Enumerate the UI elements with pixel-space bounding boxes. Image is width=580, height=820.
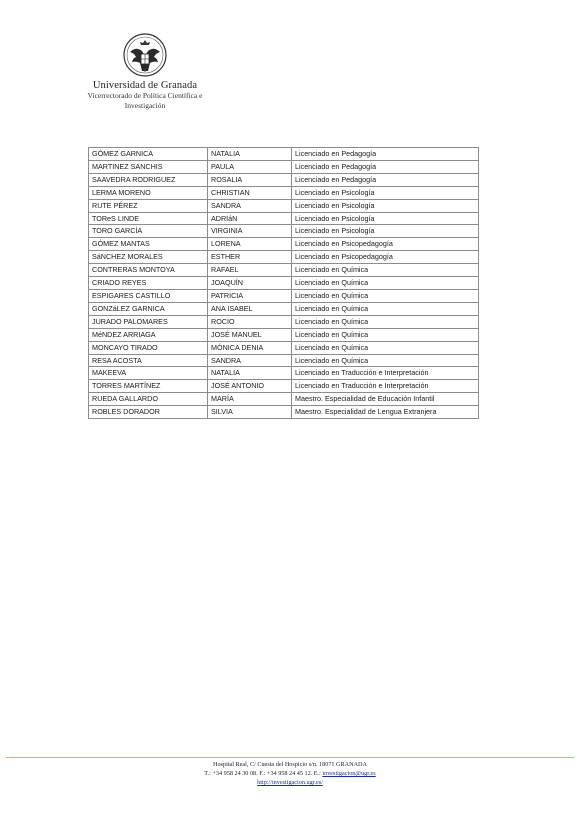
table-row	[89, 289, 479, 302]
degree-cell: Licenciado en Traducción e Interpretación	[292, 367, 479, 380]
given-name-cell: JOAQUÍN	[208, 277, 292, 290]
degree-cell: Licenciado en Psicología	[292, 186, 479, 199]
table-row	[89, 393, 479, 406]
surname-cell: TORRES MARTÍNEZ	[89, 380, 208, 393]
given-name-cell: ESTHER	[208, 251, 292, 264]
table-row	[89, 173, 479, 186]
surname-cell: MéNDEZ ARRIAGA	[89, 328, 208, 341]
table-row	[89, 148, 479, 161]
vicerrectorado-name	[65, 91, 225, 111]
footer	[60, 760, 520, 787]
given-name-cell: SILVIA	[208, 406, 292, 419]
given-name-cell: PAULA	[208, 160, 292, 173]
degree-cell: Licenciado en Química	[292, 328, 479, 341]
footer-email-link[interactable]: investigacion@ugr.es	[322, 770, 376, 777]
footer-contact	[60, 769, 520, 778]
degree-cell: Licenciado en Psicopedagogía	[292, 238, 479, 251]
surname-cell: TOReS LINDE	[89, 212, 208, 225]
surname-cell: MAKEEVA	[89, 367, 208, 380]
surname-cell: CONTRERAS MONTOYA	[89, 264, 208, 277]
table-row	[89, 302, 479, 315]
vicerrectorado-line-1: Vicerrectorado de Política Científica e	[87, 91, 203, 100]
given-name-cell: NATALIA	[208, 367, 292, 380]
given-name-cell: JOSÉ MANUEL	[208, 328, 292, 341]
footer-phone-fax: T.: +34 958 24 30 08. F.: +34 958 24 45 12. E.:	[204, 770, 323, 777]
surname-cell: ROBLES DORADOR	[89, 406, 208, 419]
surname-cell: GÓMEZ MANTAS	[89, 238, 208, 251]
degree-cell: Licenciado en Química	[292, 302, 479, 315]
university-name: Universidad de Granada	[92, 80, 198, 91]
given-name-cell: MÓNICA DENIA	[208, 341, 292, 354]
degree-cell: Licenciado en Química	[292, 341, 479, 354]
given-name-cell: VIRGINIA	[208, 225, 292, 238]
table-row	[89, 406, 479, 419]
table-row	[89, 238, 479, 251]
surname-cell: ESPIGARES CASTILLO	[89, 289, 208, 302]
surname-cell: JURADO PALOMARES	[89, 315, 208, 328]
surname-cell: MARTINEZ SANCHIS	[89, 160, 208, 173]
vicerrectorado-line-2: Investigación	[124, 101, 166, 110]
surname-cell: MONCAYO TIRADO	[89, 341, 208, 354]
given-name-cell: ADRIáN	[208, 212, 292, 225]
given-name-cell: LORENA	[208, 238, 292, 251]
candidates-table	[88, 147, 479, 419]
given-name-cell: SANDRA	[208, 199, 292, 212]
surname-cell: GONZáLEZ GARNICA	[89, 302, 208, 315]
degree-cell: Maestro. Especialidad de Lengua Extranjera	[292, 406, 479, 419]
surname-cell: CRIADO REYES	[89, 277, 208, 290]
surname-cell: RESA ACOSTA	[89, 354, 208, 367]
degree-cell: Licenciado en Traducción e Interpretación	[292, 380, 479, 393]
surname-cell: RUEDA GALLARDO	[89, 393, 208, 406]
table-row	[89, 315, 479, 328]
table-row	[89, 212, 479, 225]
degree-cell: Licenciado en Química	[292, 264, 479, 277]
university-coat-of-arms-icon	[121, 30, 169, 80]
given-name-cell: ROCIO	[208, 315, 292, 328]
degree-cell: Licenciado en Pedagogía	[292, 148, 479, 161]
table-row	[89, 251, 479, 264]
degree-cell: Licenciado en Psicopedagogía	[292, 251, 479, 264]
degree-cell: Maestro. Especialidad de Educación Infantil	[292, 393, 479, 406]
table-row	[89, 277, 479, 290]
degree-cell: Licenciado en Química	[292, 354, 479, 367]
degree-cell: Licenciado en Química	[292, 277, 479, 290]
table-row	[89, 199, 479, 212]
letterhead	[60, 30, 230, 111]
degree-cell: Licenciado en Pedagogía	[292, 160, 479, 173]
table-row	[89, 341, 479, 354]
table-row	[89, 186, 479, 199]
footer-address: Hospital Real, C/ Cuesta del Hospicio s/n. 18071 GRANADA	[213, 761, 367, 768]
candidates-table-body	[89, 148, 479, 419]
given-name-cell: ROSALIA	[208, 173, 292, 186]
surname-cell: RUTE PÉREZ	[89, 199, 208, 212]
degree-cell: Licenciado en Pedagogía	[292, 173, 479, 186]
given-name-cell: PATRICIA	[208, 289, 292, 302]
given-name-cell: CHRISTIAN	[208, 186, 292, 199]
surname-cell: SAAVEDRA RODRIGUEZ	[89, 173, 208, 186]
degree-cell: Licenciado en Psicología	[292, 199, 479, 212]
given-name-cell: JOSÉ ANTONIO	[208, 380, 292, 393]
surname-cell: LERMA MORENO	[89, 186, 208, 199]
given-name-cell: ANA ISABEL	[208, 302, 292, 315]
table-row	[89, 354, 479, 367]
footer-website-link[interactable]: http://investigacion.ugr.es/	[257, 779, 323, 786]
surname-cell: SáNCHEZ MORALES	[89, 251, 208, 264]
footer-divider	[6, 757, 574, 758]
degree-cell: Licenciado en Psicología	[292, 212, 479, 225]
given-name-cell: RAFAEL	[208, 264, 292, 277]
degree-cell: Licenciado en Química	[292, 315, 479, 328]
given-name-cell: NATALIA	[208, 148, 292, 161]
surname-cell: GÓMEZ GARNICA	[89, 148, 208, 161]
given-name-cell: MARÍA	[208, 393, 292, 406]
footer-website	[60, 778, 520, 787]
table-row	[89, 160, 479, 173]
table-row	[89, 225, 479, 238]
table-row	[89, 367, 479, 380]
degree-cell: Licenciado en Psicología	[292, 225, 479, 238]
surname-cell: TORO GARCÍA	[89, 225, 208, 238]
table-row	[89, 264, 479, 277]
table-row	[89, 328, 479, 341]
given-name-cell: SANDRA	[208, 354, 292, 367]
table-row	[89, 380, 479, 393]
degree-cell: Licenciado en Química	[292, 289, 479, 302]
